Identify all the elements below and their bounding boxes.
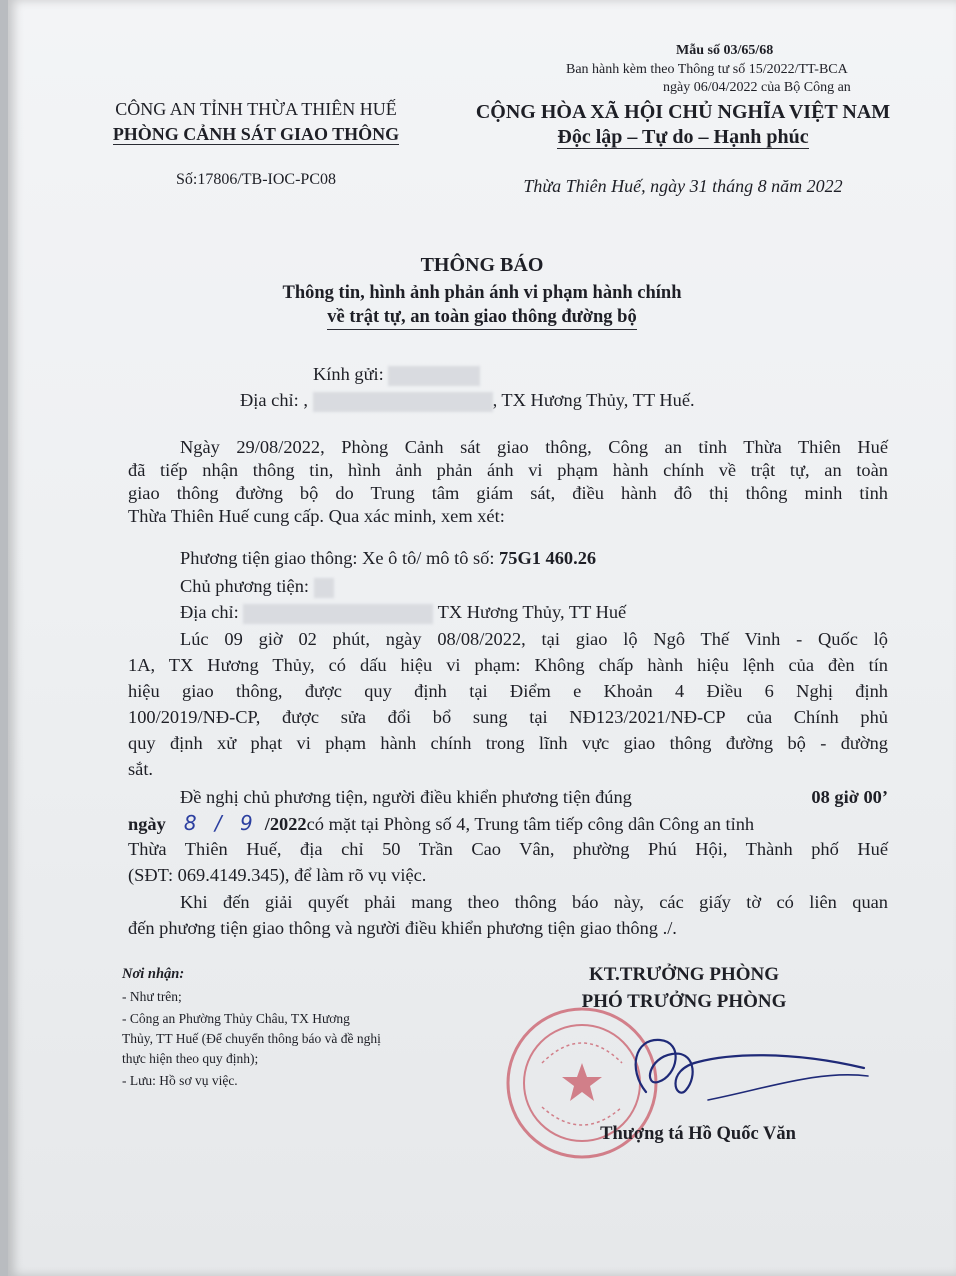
- body-p3-line3: Thừa Thiên Huế, địa chỉ 50 Trần Cao Vân, phường Phú Hội, Thành phố Huế: [128, 839, 888, 859]
- body-p3-line2: [128, 810, 888, 837]
- vehicle-plate: 75G1 460.26: [499, 548, 597, 568]
- recipients-item1: - Như trên;: [122, 989, 182, 1004]
- national-motto-line2: [448, 126, 918, 149]
- form-code: Mẫu số 03/65/68: [676, 43, 774, 58]
- place-date: Thừa Thiên Huế, ngày 31 tháng 8 năm 2022: [523, 176, 843, 196]
- body-p1-line1: Ngày 29/08/2022, Phòng Cảnh sát giao thông, Công an tỉnh Thừa Thiên Huế: [180, 437, 888, 457]
- document-page: [8, 0, 956, 1276]
- handwritten-date: 8 / 9: [183, 811, 259, 835]
- recipients-item2-line1: - Công an Phường Thủy Châu, TX Hương: [122, 1011, 350, 1026]
- recipients-item3: - Lưu: Hồ sơ vụ việc.: [122, 1073, 238, 1088]
- appointment-year: /2022: [264, 814, 307, 834]
- body-p1-line2: đã tiếp nhận thông tin, hình ảnh phản ánh vi phạm hành chính về trật tự, an toàn: [128, 460, 888, 480]
- body-p2-line2: 1A, TX Hương Thủy, có dấu hiệu vi phạm: Không chấp hành hiệu lệnh của đèn tín: [128, 655, 888, 675]
- document-subtitle-line1: Thông tin, hình ảnh phản ánh vi phạm hành chính: [282, 283, 682, 303]
- recipients-item2-line3: thực hiện theo quy định);: [122, 1051, 259, 1066]
- agency-line2-text: PHÒNG CẢNH SÁT GIAO THÔNG: [112, 124, 400, 144]
- recipients-item2-line2: Thủy, TT Huế (Để chuyển thông báo và đề nghị: [122, 1031, 381, 1046]
- redacted-owner-address: [243, 604, 433, 624]
- recipients-heading: Nơi nhận:: [122, 966, 185, 982]
- owner-address-label: Địa chỉ:: [180, 602, 239, 622]
- vehicle-label: Phương tiện giao thông: Xe ô tô/ mô tô số:: [180, 548, 500, 568]
- kinh-gui-row: [313, 364, 480, 386]
- body-p2-line1: Lúc 09 giờ 02 phút, ngày 08/08/2022, tại giao lộ Ngô Thế Vinh - Quốc lộ: [180, 629, 888, 649]
- document-title: THÔNG BÁO: [420, 254, 544, 276]
- owner-row: [180, 573, 334, 599]
- body-p4-line1: Khi đến giải quyết phải mang theo thông báo này, các giấy tờ có liên quan: [180, 892, 888, 912]
- form-issued-line1: Ban hành kèm theo Thông tư số 15/2022/TT-BCA: [566, 62, 848, 77]
- address-prefix: ,: [303, 390, 308, 410]
- redacted-recipient-address: [313, 392, 493, 412]
- signer-name: Thượng tá Hồ Quốc Văn: [600, 1124, 796, 1144]
- body-p2-line6: sắt.: [128, 759, 154, 779]
- redacted-recipient-name: [388, 366, 480, 386]
- signature-title-line1: KT.TRƯỞNG PHÒNG: [589, 964, 779, 985]
- dia-chi-row: [240, 390, 695, 412]
- body-p2-line5: quy định xử phạt vi phạm hành chính trong lĩnh vực giao thông đường bộ - đường: [128, 733, 888, 753]
- body-p2-line4: 100/2019/NĐ-CP, được sửa đổi bổ sung tại NĐ123/2021/NĐ-CP của Chính phủ: [128, 707, 888, 727]
- owner-address-suffix: TX Hương Thủy, TT Huế: [437, 602, 627, 622]
- body-p4-line2: đến phương tiện giao thông và người điều khiển phương tiện giao thông ./.: [128, 918, 677, 938]
- address-suffix: , TX Hương Thủy, TT Huế.: [492, 390, 695, 410]
- national-motto-line1: CỘNG HÒA XÃ HỘI CHỦ NGHĨA VIỆT NAM: [475, 101, 891, 123]
- body-p3-line1-text: Đề nghị chủ phương tiện, người điều khiển phương tiện đúng: [180, 787, 632, 807]
- form-issued-line2: ngày 06/04/2022 của Bộ Công an: [663, 80, 851, 95]
- national-motto-line2-text: Độc lập – Tự do – Hạnh phúc: [557, 126, 809, 148]
- document-subtitle-line2: [8, 307, 956, 328]
- owner-label: Chủ phương tiện:: [180, 576, 310, 596]
- signature-title-line2: PHÓ TRƯỞNG PHÒNG: [581, 991, 787, 1012]
- document-number: Số:17806/TB-IOC-PC08: [175, 171, 336, 188]
- body-p3-line2-text: có mặt tại Phòng số 4, Trung tâm tiếp công dân Công an tỉnh: [306, 814, 755, 834]
- appointment-time: 08 giờ 00’: [811, 787, 888, 807]
- body-p1-line4: Thừa Thiên Huế cung cấp. Qua xác minh, xem xét:: [128, 506, 505, 526]
- kinh-gui-label: Kính gửi:: [313, 364, 384, 384]
- appointment-day-label: ngày: [128, 814, 166, 834]
- handwritten-signature: [568, 1010, 888, 1120]
- vehicle-row: [180, 545, 596, 571]
- body-p3-line4: (SĐT: 069.4149.345), để làm rõ vụ việc.: [128, 865, 427, 885]
- body-p3-line1: [180, 784, 888, 810]
- body-p1-line3: giao thông đường bộ do Trung tâm giám sát, điều hành đô thị thông minh tỉnh: [128, 483, 888, 503]
- document-subtitle-line2-text: về trật tự, an toàn giao thông đường bộ: [327, 307, 636, 330]
- agency-line1: CÔNG AN TỈNH THỪA THIÊN HUẾ: [115, 99, 397, 119]
- body-content: [128, 434, 888, 954]
- dia-chi-label: Địa chỉ:: [240, 390, 299, 410]
- body-p2-line3: hiệu giao thông, được quy định tại Điểm e Khoản 4 Điều 6 Nghị định: [128, 681, 888, 701]
- redacted-owner-name: [314, 578, 334, 598]
- agency-line2: [78, 124, 434, 145]
- owner-address-row: [180, 599, 626, 625]
